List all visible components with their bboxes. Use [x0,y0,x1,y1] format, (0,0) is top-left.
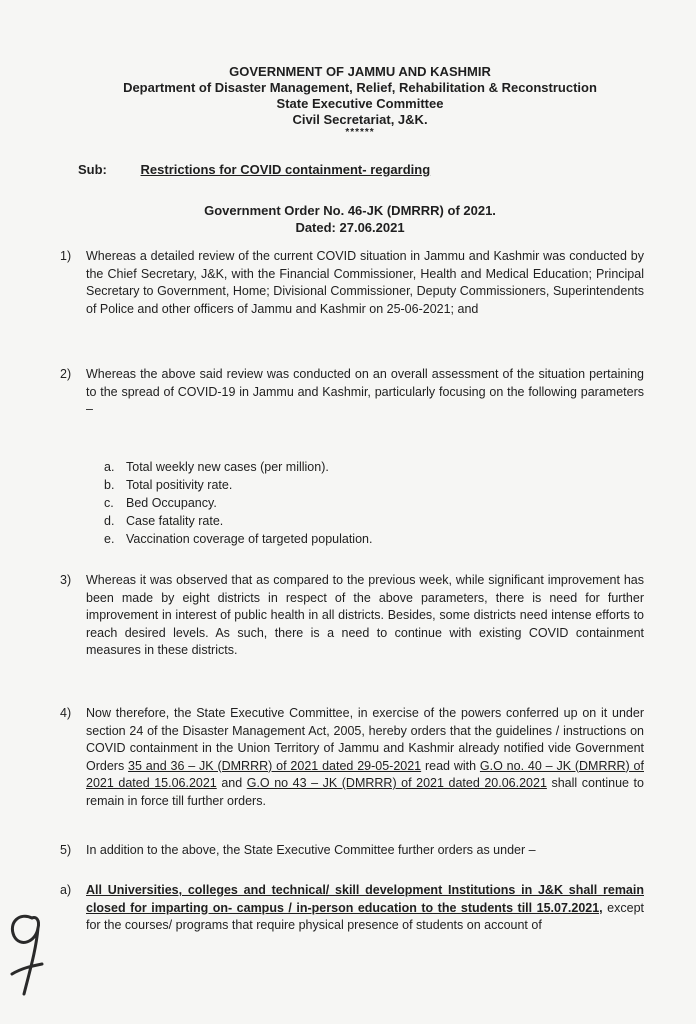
paragraph-number: 4) [60,706,72,720]
paragraph-text: Whereas it was observed that as compared to the previous week, while significant improvement has been made by eight districts in respect of the above parameters, there is need for further improvement in interest of public health in all districts. Besides, some districts need intense efforts to reach desired levels. As such, there is a need to continue with existing COVID containment measures in these districts. [86,573,644,657]
paragraph-text: Now therefore, the State Executive Committee, in exercise of the powers conferred up on it under section 24 of the Disaster Management Act, 2005, hereby orders that the guidelines / instructions on COVID containment in the Union Territory of Jammu and Kashmir already notified vide Government Orders 35 and 36 – JK (DMRRR) of 2021 dated 29-05-2021 read with G.O no. 40 – JK (DMRRR) of 2021 dated 15.06.2021 and G.O no 43 – JK (DMRRR) of 2021 dated 20.06.2021 shall continue to remain in force till further orders. [86,706,644,808]
emphasised-order: All Universities, colleges and technical/ skill development Institutions in J&K shall remain closed for imparting on- campus / in-person education to the students till 15.07.2021, [86,883,644,915]
department-name: Department of Disaster Management, Relief, Rehabilitation & Reconstruction [123,80,597,95]
paragraph-3 [60,572,644,660]
list-item: d. Case fatality rate. [104,514,224,528]
subject-text: Restrictions for COVID containment- regarding [140,162,431,177]
order-heading [60,202,640,236]
paragraph-number: 3) [60,573,72,587]
order-date: Dated: 27.06.2021 [295,220,405,235]
paragraph-text: Whereas a detailed review of the current COVID situation in Jammu and Kashmir was conducted by the Chief Secretary, J&K, with the Financial Commissioner, Health and Medical Education; Principal Secretary to Government, Home; Divisional Commissioner, Deputy Commissioners, Superintendents of Police and other officers of Jammu and Kashmir on 25-06-2021; and [86,249,644,316]
order-reference: G.O no. 40 – JK (DMRRR) of 2021 dated 15.06.2021 [86,758,644,790]
paragraph-text: In addition to the above, the State Executive Committee further orders as under – [86,843,536,857]
order-reference: 35 and 36 – JK (DMRRR) of 2021 dated 29-05-2021 [128,758,422,773]
paragraph-text: All Universities, colleges and technical/ skill development Institutions in J&K shall remain closed for imparting on- campus / in-person education to the students till 15.07.2021, except for the courses/ programs that require physical presence of students on account of [86,883,644,932]
office-address: Civil Secretariat, J&K. [292,112,428,127]
handwritten-initial-mark [2,904,48,1004]
paragraph-number: 5) [60,843,72,857]
letterhead [60,64,660,138]
paragraph-number: 1) [60,249,72,263]
order-reference: G.O no 43 – JK (DMRRR) of 2021 dated 20.06.2021 [246,776,547,790]
subject-label: Sub: [78,162,107,177]
paragraph-4 [60,705,644,810]
order-number: Government Order No. 46-JK (DMRRR) of 2021. [204,203,496,218]
paragraph-a [60,882,644,935]
paragraph-2 [60,366,644,419]
header-separator: ****** [345,127,375,138]
paragraph-number: a) [60,883,72,897]
paragraph-1 [60,248,644,318]
subject-line [78,162,430,177]
list-item: c. Bed Occupancy. [104,496,217,510]
list-item: b. Total positivity rate. [104,478,233,492]
list-item: a. Total weekly new cases (per million). [104,460,329,474]
paragraph-5 [60,842,644,860]
paragraph-text: Whereas the above said review was conducted on an overall assessment of the situation pertaining to the spread of COVID-19 in Jammu and Kashmir, particularly focusing on the following parameters – [86,367,644,416]
list-item: e. Vaccination coverage of targeted population. [104,532,373,546]
government-title: GOVERNMENT OF JAMMU AND KASHMIR [229,64,491,79]
parameter-list [104,458,372,548]
paragraph-number: 2) [60,367,72,381]
committee-name: State Executive Committee [276,96,444,111]
